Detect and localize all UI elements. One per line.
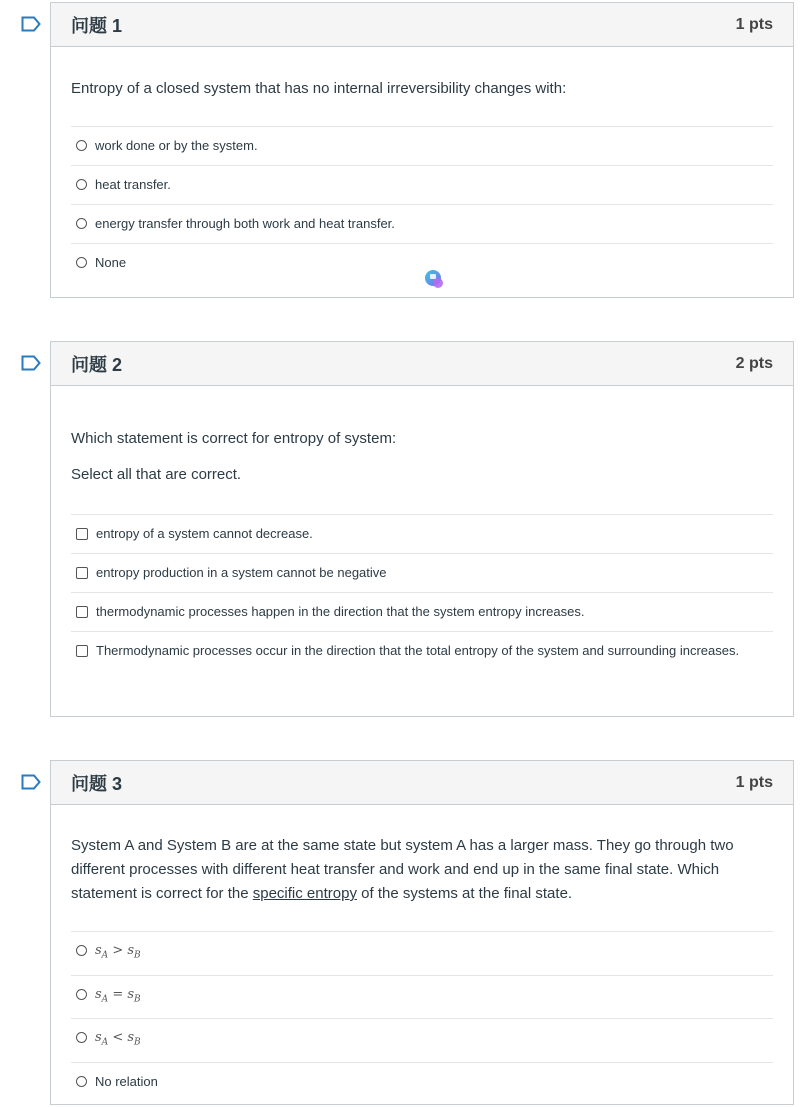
answer-list	[71, 126, 773, 282]
answer-list	[71, 514, 773, 670]
math-expression: $s_A = s_B$	[95, 986, 141, 1005]
flag-question-2-icon[interactable]	[21, 355, 41, 371]
question-3-header	[51, 761, 793, 805]
question-3-prompt	[71, 834, 773, 906]
answer-option[interactable]	[71, 244, 773, 282]
flag-question-1-icon[interactable]	[21, 16, 41, 32]
prompt-text: System A and System B are at the same state but system A has a larger mass. They go through two different processes with different heat transfer and work and end up in the same final state. Which statement is correct for the	[71, 837, 734, 902]
answer-label: Thermodynamic processes occur in the direction that the total entropy of the system and surrounding increases.	[96, 643, 740, 658]
answer-label: heat transfer.	[95, 177, 171, 192]
question-1-points: 1 pts	[735, 15, 773, 33]
checkbox[interactable]	[76, 528, 88, 540]
answer-label: None	[95, 255, 127, 270]
answer-option[interactable]	[71, 976, 773, 1020]
radio-button[interactable]	[76, 218, 87, 229]
question-2-header	[51, 342, 793, 386]
answer-label: thermodynamic processes happen in the direction that the system entropy increases.	[96, 604, 585, 619]
answer-option[interactable]	[71, 1019, 773, 1063]
answer-label: No relation	[95, 1073, 158, 1089]
radio-button[interactable]	[76, 257, 87, 268]
question-3-points: 1 pts	[735, 773, 773, 791]
answer-option[interactable]	[71, 127, 773, 166]
question-2	[50, 341, 794, 717]
answer-list	[71, 931, 773, 1101]
answer-label: work done or by the system.	[95, 138, 258, 153]
question-2-instruction: Select all that are correct.	[71, 466, 242, 483]
answer-option[interactable]	[71, 1063, 773, 1101]
answer-label: entropy of a system cannot decrease.	[96, 526, 313, 541]
radio-button[interactable]	[76, 1032, 87, 1043]
radio-button[interactable]	[76, 179, 87, 190]
math-expression: $s_A < s_B$	[95, 1030, 141, 1048]
answer-label: entropy production in a system cannot be negative	[96, 565, 387, 580]
question-1-title: 问题 1	[71, 15, 123, 36]
translate-assistant-icon[interactable]	[423, 268, 445, 290]
answer-option[interactable]	[71, 515, 773, 554]
answer-option[interactable]	[71, 632, 773, 670]
question-2-title: 问题 2	[71, 354, 123, 375]
question-1-header	[51, 3, 793, 47]
prompt-text: of the systems at the final state.	[356, 885, 573, 902]
radio-button[interactable]	[76, 140, 87, 151]
answer-option[interactable]	[71, 932, 773, 976]
radio-button[interactable]	[76, 989, 87, 1000]
answer-option[interactable]	[71, 554, 773, 593]
question-2-prompt: Which statement is correct for entropy of system:	[71, 430, 397, 447]
radio-button[interactable]	[76, 945, 87, 956]
question-2-points: 2 pts	[735, 354, 773, 372]
answer-label: energy transfer through both work and heat transfer.	[95, 216, 395, 231]
answer-option[interactable]	[71, 205, 773, 244]
question-1-prompt: Entropy of a closed system that has no internal irreversibility changes with:	[71, 80, 567, 97]
checkbox[interactable]	[76, 567, 88, 579]
radio-button[interactable]	[76, 1076, 87, 1087]
question-1	[50, 2, 794, 298]
checkbox[interactable]	[76, 606, 88, 618]
question-3-title: 问题 3	[71, 773, 123, 794]
answer-option[interactable]	[71, 166, 773, 205]
answer-option[interactable]	[71, 593, 773, 632]
question-3	[50, 760, 794, 1105]
math-expression: $s_A > s_B$	[95, 943, 141, 961]
checkbox[interactable]	[76, 645, 88, 657]
flag-question-3-icon[interactable]	[21, 774, 41, 790]
specific-entropy-link[interactable]: specific entropy	[252, 885, 357, 902]
